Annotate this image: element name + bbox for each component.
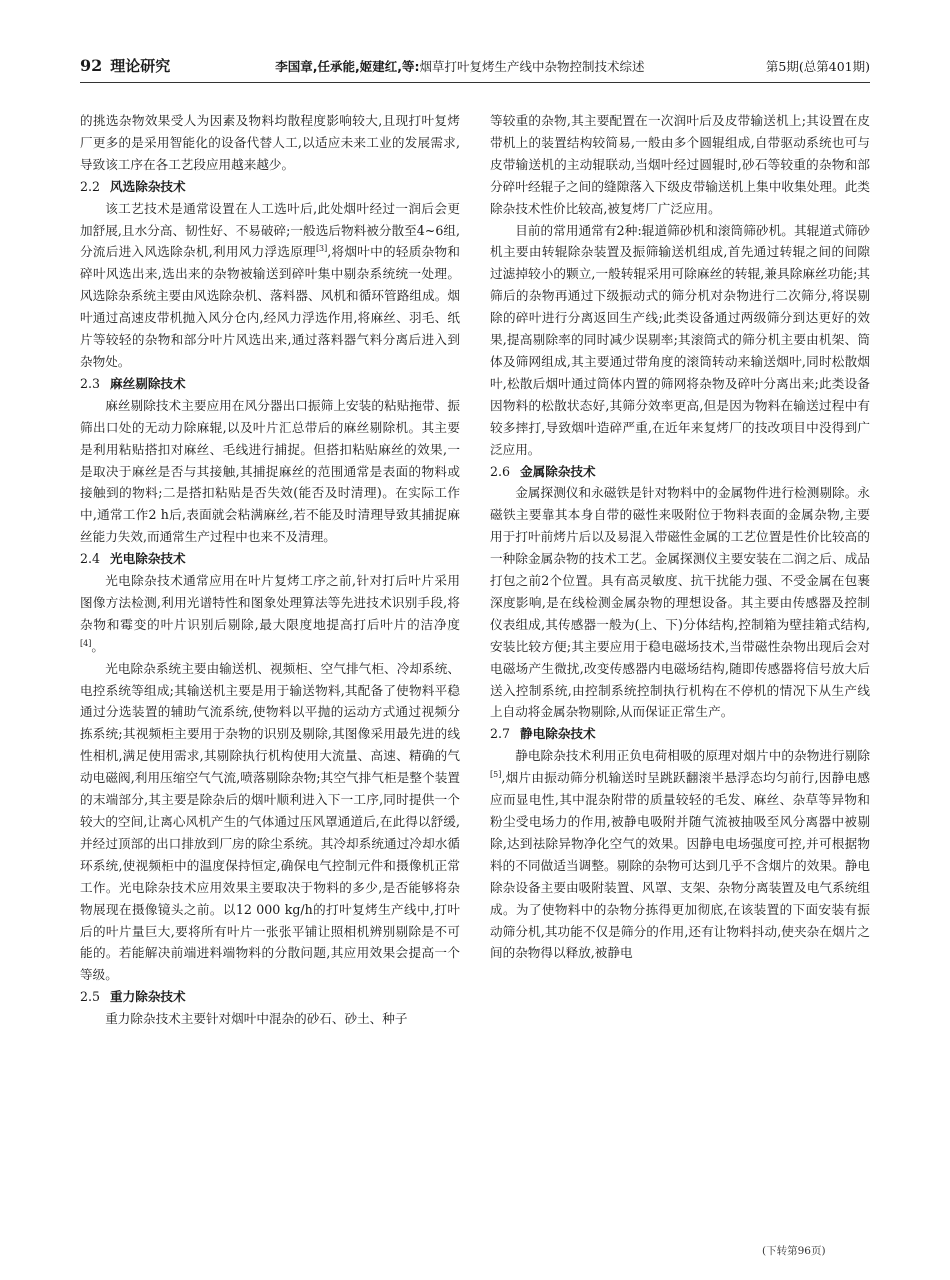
right-column (490, 110, 870, 964)
section-heading: 2.7 静电除杂技术 (490, 726, 596, 742)
paragraph: 的挑选杂物效果受人为因素及物料均散程度影响较大,且现打叶复烤厂更多的是采用智能化的设备代替人工,以适应未来工业的发展需求,导致该工序在各工艺段应用越来越少。 (80, 113, 460, 172)
section-heading: 2.4 光电除杂技术 (80, 551, 186, 567)
citation: [5] (490, 770, 502, 779)
header-article-title: 烟草打叶复烤生产线中杂物控制技术综述 (419, 59, 645, 74)
citation: [4] (80, 638, 92, 648)
running-header (80, 55, 870, 81)
paragraph: 金属探测仪和永磁铁是针对物料中的金属物件进行检测剔除。永磁铁主要靠其本身自带的磁性来吸附位于物料表面的金属杂物,主要用于打叶前烤片后以及易混入带磁性金属的工艺位置是性价比较高的一种除金属杂物的技术工艺。金属探测仪主要安装在二润之后、成品打包之前2个位置。具有高灵敏度、抗干扰能力强、不受金属在包裹深度影响,是在线检测金属杂物的理想设备。其主要由传感器及控制仪表组成,其传感器一般为(上、下)分体结构,控制箱为壁挂箱式结构,安装比较方便;其主要应用于稳电磁场技术,当带磁性杂物出现后会对电磁场产生微扰,改变传感器内电磁场结构,随即传感器将信号放大后送入控制系统,由控制系统控制执行机构在不停机的情况下从生产线上自动将金属杂物剔除,从而保证正常生产。 (490, 485, 870, 720)
paragraph: 静电除杂技术利用正负电荷相吸的原理对烟片中的杂物进行剔除[5],烟片由振动筛分机输送时呈跳跃翻滚半悬浮态均匀前行,因静电感应而显电性,其中混杂附带的质量较轻的毛发、麻丝、杂草等异物和粉尘受电场力的作用,被静电吸附并随气流被抽吸至风分离器中被剔除,达到祛除异物净化空气的效果。因静电电场强度可控,并可根据物料的不同做适当调整。剔除的杂物可达到几乎不含烟片的效果。静电除杂设备主要由吸附装置、风罩、支架、杂物分离装置及电气系统组成。为了使物料中的杂物分拣得更加彻底,在该装置的下面安装有振动筛分机,其功能不仅是筛分的作用,还有让物料抖动,使夹杂在烟片之间的杂物得以释放,被静电 (490, 748, 870, 961)
citation: [3] (315, 244, 328, 254)
paragraph: 等较重的杂物,其主要配置在一次润叶后及皮带输送机上;其设置在皮带机上的装置结构较简易,一般由多个圆辊组成,自带驱动系统也可与皮带输送机的主动辊联动,当烟叶经过圆辊时,砂石等较重的杂物和部分碎叶经辊子之间的缝隙落入下级皮带输送机上集中收集处理。此类除杂技术性价比较高,被复烤厂广泛应用。 (490, 113, 870, 216)
paragraph: 目前的常用通常有2种:辊道筛砂机和滚筒筛砂机。其辊道式筛砂机主要由转辊除杂装置及振筛输送机组成,首先通过转辊之间的间隙过滤掉较小的颗立,一般转辊采用可除麻丝的转辊,兼具除麻丝功能;其筛后的杂物再通过下级振动式的筛分机对杂物进行二次筛分,将误剔除的碎叶进行分离返回生产线;此类设备通过两级筛分到达更好的效果,提高剔除率的同时减少误剔率;其滚筒式的筛分机主要由机架、筒体及筛网组成,其主要通过带角度的滚筒转动来输送烟叶,同时松散烟叶,松散后烟叶通过筒体内置的筛网将杂物及碎叶分离出来;此类设备因物料的松散状态好,其筛分效率更高,但是因为物料在输送过程中有较多摔打,导致烟叶造碎严重,在近年来复烤厂的技改项目中没得到广泛应用。 (490, 222, 870, 457)
paragraph: 麻丝剔除技术主要应用在风分器出口振筛上安装的粘贴拖带、振筛出口处的无动力除麻辊,以及叶片汇总带后的麻丝剔除机。其主要是利用粘贴搭扣对麻丝、毛线进行捕捉。但搭扣粘贴麻丝的效果,一是取决于麻丝是否与其接触,其捕捉麻丝的范围通常是表面的物料或接触到的物料;二是搭扣粘贴是否失效(能否及时清理)。在实际工作中,通常工作2 h后,表面就会粘满麻丝,若不能及时清理导致其捕捉麻丝能力失效,而通常生产过程中也来不及清理。 (80, 397, 460, 545)
section-heading: 2.3 麻丝剔除技术 (80, 375, 186, 391)
paragraph: 光电除杂技术通常应用在叶片复烤工序之前,针对打后叶片采用图像方法检测,利用光谱特性和图象处理算法等先进技术识别手段,将杂物和霉变的叶片识别后剔除,最大限度地提高打后叶片的洁净度[4]。 (80, 573, 460, 654)
paragraph: 重力除杂技术主要针对烟叶中混杂的砂石、砂土、种子 (105, 1011, 408, 1027)
paragraph: 光电除杂系统主要由输送机、视频柜、空气排气柜、冷却系统、电控系统等组成;其输送机主要是用于输送物料,其配备了使物料平稳通过分选装置的辅助气流系统,使物料以平抛的运动方式通过视频分拣系统;其视频柜主要用于杂物的识别及剔除,其图像采用最先进的线性相机,满足使用需求,其剔除执行机构使用大流量、高速、精确的气动电磁阀,利用压缩空气气流,喷落剔除杂物;其空气排气柜是整个装置的末端部分,其主要是除杂后的烟叶顺利进入下一工序,同时提供一个较大的空间,让离心风机产生的气体通过压风罩通道后,在此得以舒缓,并经过顶部的出口排放到厂房的除尘系统。其冷却系统通过冷却水循环系统,使视频柜中的温度保持恒定,确保电气控制元件和摄像机正常工作。光电除杂技术应用效果主要取决于物料的多少,是否能够将杂物展现在摄像镜头之前。以12 000 kg/h的打叶复烤生产线中,打叶后的叶片量巨大,要将所有叶片一张张平铺让照相机辨别剔除是不可能的。若能解决前端进料端物料的分散问题,其应用效果会提高一个等级。 (80, 660, 460, 983)
section-heading: 2.6 金属除杂技术 (490, 463, 596, 479)
left-column (80, 110, 460, 1030)
section-heading: 2.5 重力除杂技术 (80, 989, 186, 1005)
header-authors: 李国章,任承能,姬建红,等: (275, 59, 420, 74)
header-rule (80, 82, 870, 83)
page-number: 92 (80, 56, 103, 75)
continued-note: (下转第96页) (762, 1245, 826, 1257)
paragraph: 该工艺技术是通常设置在人工选叶后,此处烟叶经过一润后会更加舒展,且水分高、韧性好、不易破碎;一般选后物料被分散至4~6组,分流后进入风选除杂机,利用风力浮选原理[3],将烟叶中的轻质杂物和碎叶风选出来,选出来的杂物被输送到碎叶集中剔杂系统统一处理。风选除杂系统主要由风选除杂机、落料器、风机和循环管路组成。烟叶通过高速皮带机抛入风分仓内,经风力浮选作用,将麻丝、羽毛、纸片等较轻的杂物和部分叶片风选出来,通过落料器气料分离后进入到杂物处。 (80, 200, 460, 369)
section-heading: 2.2 风选除杂技术 (80, 178, 186, 194)
issue-number: 第5期(总第401期) (765, 59, 870, 74)
section-name: 理论研究 (110, 57, 171, 75)
